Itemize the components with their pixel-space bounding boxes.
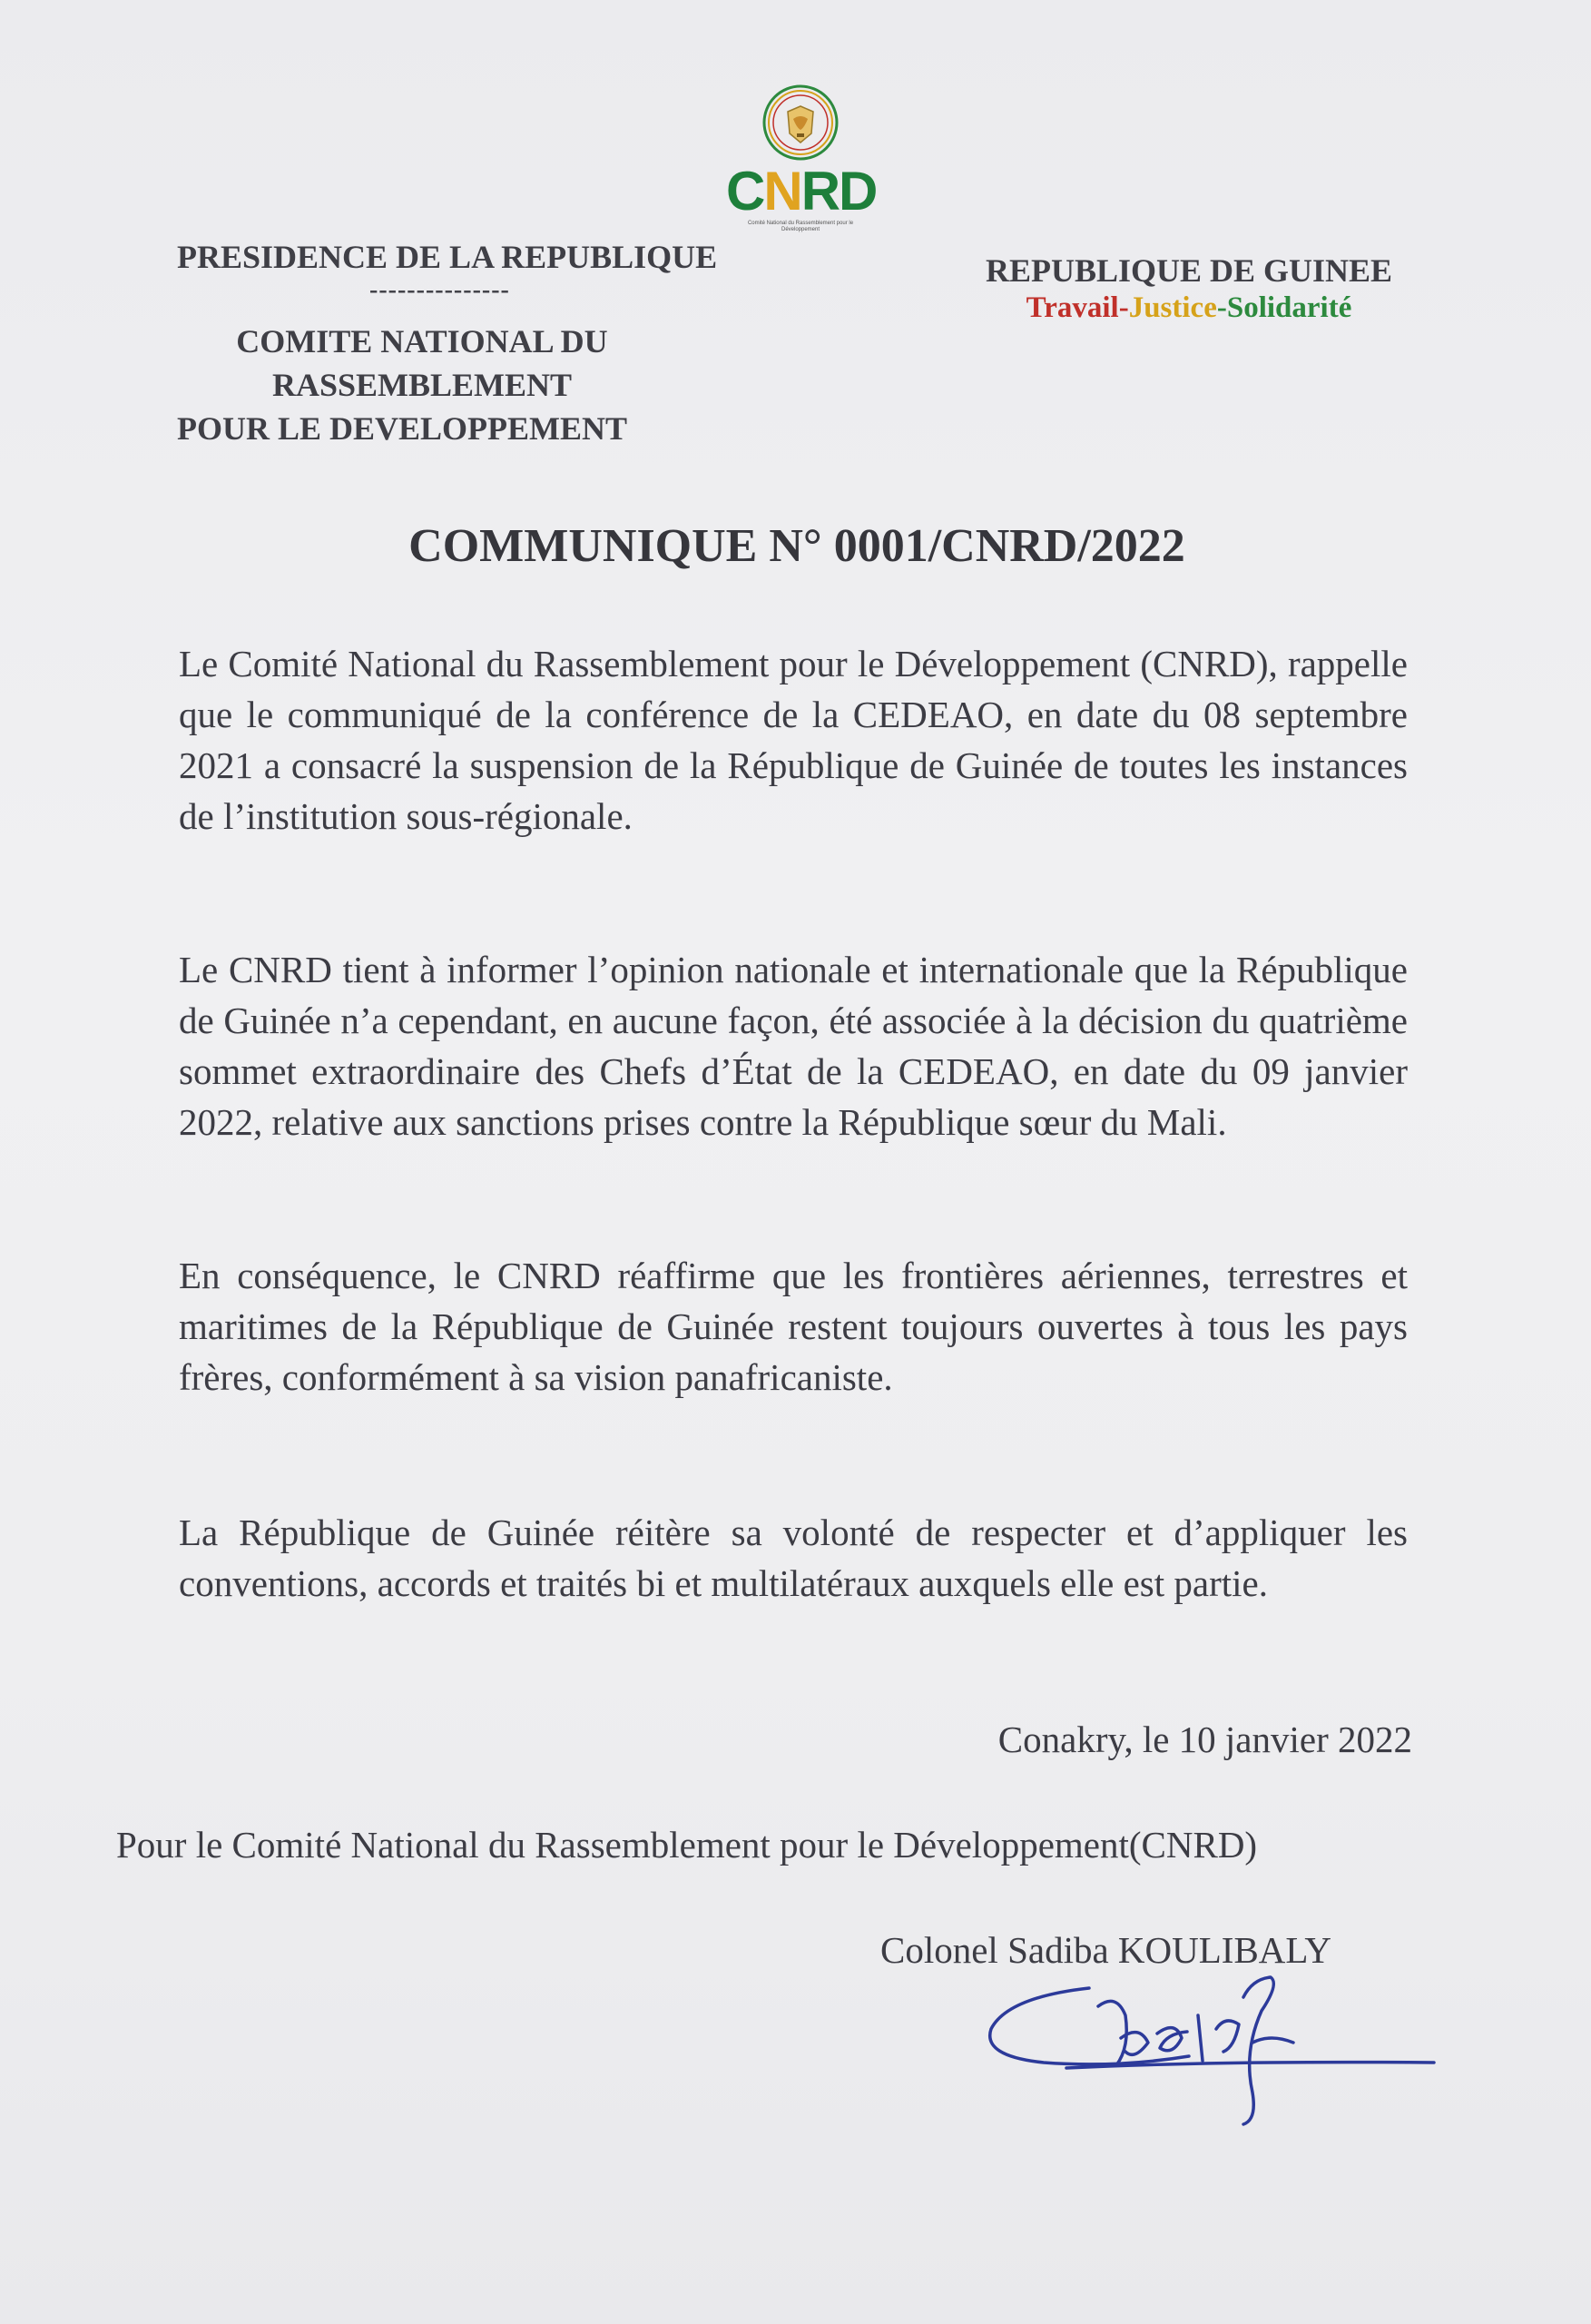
national-motto — [953, 291, 1425, 325]
header-separator: --------------- — [369, 276, 510, 304]
paragraph-1: Le Comité National du Rassemblement pour le Développement (CNRD), rappelle que le communiqué de la conférence de la CEDEAO, en date du 08 septembre 2021 a consacré la suspension de la République de Guinée de toutes les instances de l’institution sous-régionale. — [179, 643, 1408, 837]
committee-line-1: COMITE NATIONAL DU — [236, 323, 608, 359]
paragraph-3: En conséquence, le CNRD réaffirme que les frontières aériennes, terrestres et maritimes de la République de Guinée restent toujours ouvertes à tous les pays frères, conformément à sa vision panafricaniste. — [179, 1255, 1408, 1398]
logo-tagline: Comité National du Rassemblement pour le Développement — [747, 221, 854, 232]
signatory-name: Colonel Sadiba KOULIBALY — [880, 1929, 1331, 1971]
motto-justice: Justice — [1128, 291, 1217, 324]
cnrd-logo — [726, 77, 876, 231]
committee-line-2: RASSEMBLEMENT — [271, 367, 573, 403]
motto-sep-2: - — [1216, 291, 1227, 324]
motto-travail: Travail — [1026, 291, 1119, 324]
header-right — [953, 251, 1425, 325]
motto-sep-1: - — [1118, 291, 1129, 324]
signature-icon — [980, 1961, 1452, 2142]
republic-heading: REPUBLIQUE DE GUINEE — [985, 252, 1393, 289]
committee-name — [177, 320, 667, 450]
committee-line-3: POUR LE DEVELOPPEMENT — [177, 410, 628, 447]
communique-title: COMMUNIQUE N° 0001/CNRD/2022 — [408, 520, 1185, 572]
presidency-heading: PRESIDENCE DE LA REPUBLIQUE — [177, 239, 718, 275]
paragraph-2: Le CNRD tient à informer l’opinion nationale et internationale que la République de Guinée n’a cependant, en aucune façon, été associée à la décision du quatrième sommet extraordinaire des Chefs d’État de la CEDEAO, en date du 09 janvier 2022, relative aux sanctions prises contre la République sœur du Mali. — [179, 949, 1408, 1143]
logo-wordmark: CNRD — [726, 161, 877, 222]
on-behalf-line: Pour le Comité National du Rassemblement pour le Développement(CNRD) — [116, 1824, 1258, 1866]
motto-solidarite: Solidarité — [1226, 291, 1352, 324]
place-date: Conakry, le 10 janvier 2022 — [997, 1718, 1412, 1760]
paragraph-4: La République de Guinée réitère sa volonté de respecter et d’appliquer les conventions, accords et traités bi et multilatéraux auxquels elle est partie. — [179, 1512, 1408, 1604]
coat-of-arms-icon — [761, 77, 840, 168]
